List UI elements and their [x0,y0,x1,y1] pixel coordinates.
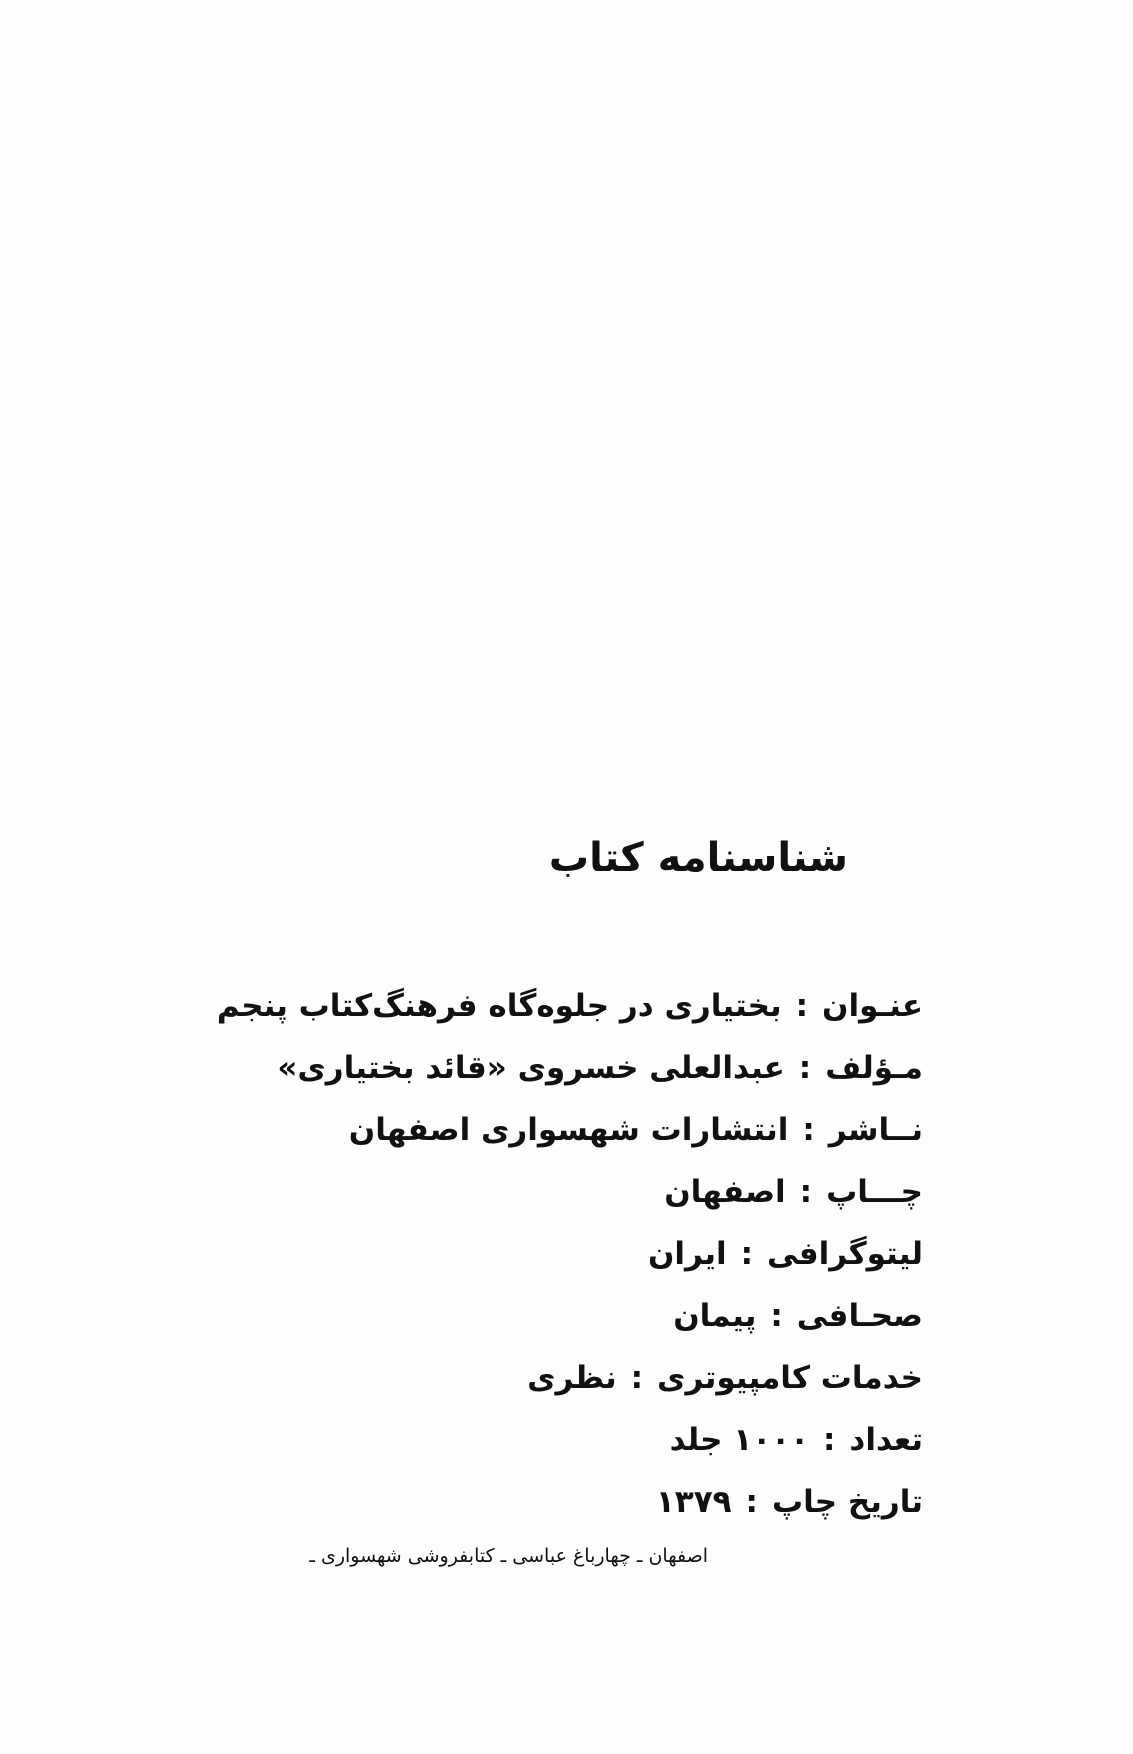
field-value: انتشارات شهسواری اصفهان [348,1112,789,1148]
field-label: عنـوان [822,988,923,1024]
field-separator: : [630,1360,644,1396]
colophon-row-publisher [217,1099,923,1161]
field-label: تاریخ چاپ [771,1484,923,1520]
colophon-row-print [217,1161,923,1223]
field-value: ۱۳۷۹ [655,1484,732,1520]
colophon-row-print-date [217,1471,923,1533]
field-value: ۱۰۰۰ جلد [669,1422,809,1458]
colophon-row-author [217,1037,923,1099]
field-separator: : [795,988,809,1024]
field-value: بختیاری در جلوه‌گاه فرهنگ‌کتاب پنجم [216,988,782,1024]
field-label: چـــاپ [826,1174,923,1210]
colophon-row-computer-services [217,1347,923,1409]
field-separator: : [802,1112,815,1148]
field-separator: : [798,1050,812,1086]
field-separator: : [823,1422,836,1458]
field-label: نــاشر [828,1112,923,1148]
field-label: مـؤلف [825,1050,923,1086]
field-separator: : [799,1174,813,1210]
publisher-address: اصفهان ـ چهارباغ عباسی ـ کتابفروشی شهسواری ـ [309,1545,708,1567]
field-label: صحـافی [796,1298,923,1334]
colophon-row-copies [217,1409,923,1471]
field-value: ایران [647,1236,727,1272]
page-title: شناسنامه کتاب [548,835,848,881]
field-label: خدمات کامپیوتری [657,1360,923,1396]
field-value: اصفهان [664,1174,786,1210]
field-value: عبدالعلی خسروی «قائد بختیاری» [277,1050,785,1086]
colophon-row-title [217,975,923,1037]
field-label: تعداد [849,1422,923,1458]
colophon-row-lithography [217,1223,923,1285]
colophon-row-binding [217,1285,923,1347]
field-separator: : [770,1298,783,1334]
field-separator: : [740,1236,754,1272]
field-label: لیتوگرافی [767,1236,923,1272]
field-value: نظری [527,1360,617,1396]
colophon-list [217,975,923,1533]
field-separator: : [745,1484,758,1520]
field-value: پیمان [673,1298,757,1334]
